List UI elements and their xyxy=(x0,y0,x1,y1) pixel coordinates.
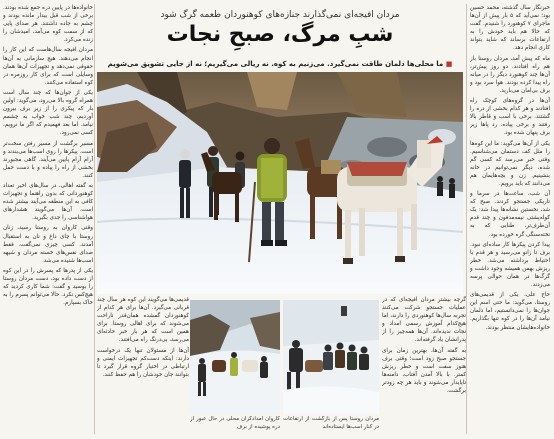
paragraph: مردان افیجه سال‌هاست که این کار را انجام می‌دهند. هیچ سازمانی به آن‌ها حقوقی نمی‌دهد و تجهیزات آن‌ها همان وسایلی است که برای کار روزمره در کوه استفاده می‌کنند. xyxy=(3,47,93,86)
paragraph: ماه که پیش آمد، مردان روستا باز هم راه افتادند. دو روز پیش‌تر، آن‌ها چند کوهنورد دیگر را در میانه راه پیدا کرده بودند. هوا سرد بود و برف بی‌امان می‌بارید. xyxy=(470,55,550,94)
paragraph: آن‌ها از مسئولان تنها یک درخواست دارند: اینکه دست‌کم تجهیزات ایمنی و ارتباطی در اختیار گروه قرار گیرد تا بتوانند جان خودشان را هم حفظ کنند. xyxy=(97,347,189,378)
paragraph: حاج علی، یکی از قدیمی‌های روستا، می‌گوید: ما حتی اسم این جوان‌ها را نمی‌دانستیم، اما دلمان نیامد آن‌ها را در کوه تنها بگذاریم. خانواده‌هایشان منتظر بودند. xyxy=(470,292,550,331)
paragraph: پیدا کردن پیکرها کار ساده‌ای نبود. برف تا زانو می‌رسید و هر قدم با احتیاط برداشته می‌شد. خطر ریزش بهمن همیشه وجود داشت و گرگ‌ها در همان حوالی پرسه می‌زدند. xyxy=(470,241,550,289)
photo-villagers xyxy=(283,300,379,414)
article-column-right xyxy=(470,4,550,436)
paragraph: قدیمی‌ها می‌گویند این کوه هر سال چند قربانی می‌گیرد. آن‌ها برای هر کدام از کوهنوردان گمشده همان‌قدر ناراحت می‌شوند که برای اهالی روستا. برای همین است که هر بار خبر حادثه‌ای می‌رسد، بی‌درنگ راه می‌افتند. xyxy=(97,297,189,344)
article-column-left xyxy=(3,4,93,436)
paragraph: یکی از جوان‌ها که چند سال است همراه گروه بالا می‌رود، می‌گوید: اولین بار که پیکری را از زیر برف بیرون آوردیم، چند شب خواب به چشمم نیامد. اما بعد فهمیدم که اگر ما نرویم، کسی نمی‌رود. xyxy=(3,89,93,137)
paragraph: وقتی کاروان به روستا رسید، زنان روستا با چای داغ و نان به استقبال آمدند. کسی چیزی نمی‌گفت. فقط صدای نفس‌های خسته مردان و شیهه اسب‌ها شنیده می‌شد. xyxy=(3,225,93,264)
paragraph: آن شب، ساعت‌ها در سرما و تاریکی جستجو کردند. صبح که شد، نخستین نشانه‌ها پیدا شد: یک کوله‌پشتی نیمه‌مدفون و چند قدم آن‌طرف‌تر، طنابی که به تخته‌سنگی گره خورده بود. xyxy=(470,191,550,238)
column-divider xyxy=(94,4,95,434)
paragraph: به گفته اهالی، در سال‌های اخیر تعداد کوهنوردانی که بدون راهنما و تجهیزات کافی به این منطقه می‌آیند بیشتر شده است. آن‌ها می‌گویند هشدارهای هواشناسی را جدی بگیرید. xyxy=(3,182,93,222)
headline-block xyxy=(97,4,463,68)
article-column-mid-right xyxy=(382,296,466,435)
paragraph: خانواده‌ها در پایین دره جمع شده بودند. برخی از شب قبل بیدار مانده بودند و چشم به جاده داشتند. هر صدای پایی که از سمت کوه می‌آمد، امیدشان را زنده می‌کرد. xyxy=(3,5,93,44)
main-photo xyxy=(97,72,463,294)
paragraph: یکی از آن‌ها می‌گوید: ما این کوه‌ها را مثل کف دستمان می‌شناسیم. وقتی خبر می‌رسد که کسی گم شده، دیگر نمی‌توانیم در خانه بنشینیم. زن و بچه‌هایمان هم می‌دانند که باید برویم. xyxy=(470,140,550,187)
photo-caption: کاروان امدادگران محلی در حال عبور از دره پوشیده از برف xyxy=(190,416,280,430)
headline: شبِ مرگ، صبحِ نجات xyxy=(166,22,394,47)
paragraph: خبرنگار سال گذشته، محمد حسین بود؛ نمی‌آید که ۵ بار پیش از آن‌ها ماجرای ۷ کوهنورد را شنیدم. گفت که حالا هم باید خودش را به ارتفاعات برساند که شاید بتواند کاری انجام دهد. xyxy=(470,5,550,52)
lede-text: ما محلی‌ها دلمان طاقت نمی‌گیرد. می‌زنیم به کوه. نه ریالی می‌گیریم؛ نه از جایی تشویق می‌شویم xyxy=(107,60,444,68)
paragraph: به گفته آن‌ها، بهترین زمان برای جستجو صبح زود است؛ وقتی برف هنوز سفت است و خطر ریزش کمتر. با بالا آمدن آفتاب، دامنه‌ها ناپایدار می‌شوند و باید هر چه زودتر برگشت. xyxy=(382,347,466,395)
paragraph: آن‌ها در گروه‌های کوچک راه افتادند و هر کدام بخشی از دره را گشتند. برخی با اسب و قاطر بالا رفتند و برخی پیاده. رد پاها زیر برف پنهان شده بود. xyxy=(470,98,550,137)
photo-caravan xyxy=(190,300,280,414)
lede xyxy=(97,60,463,68)
paragraph: گرچه بیشتر مردان افیجه‌ای که در عملیات جستجو شرکت می‌کنند تجربه سال‌ها کوهنوردی را دارند، اما هیچ‌کدام آموزش رسمی امداد و نجات ندیده‌اند. آن‌ها همه‌چیز را از پدرانشان یاد گرفته‌اند. xyxy=(382,297,466,344)
photo-caption: مردان روستا پس از بازگشت از ارتفاعات در کنار اسب‌ها ایستاده‌اند xyxy=(283,416,379,430)
column-divider xyxy=(466,4,467,434)
article-column-mid-left xyxy=(97,296,189,435)
paragraph: یکی از پدرها که پسرش را در این کوه از دست داده بود، دست مردان روستا را بوسید و گفت: شما کاری کردید که هیچ‌کس نکرد. حالا می‌توانم پسرم را به خاک بسپارم. xyxy=(3,267,93,307)
paragraph: مسیر برگشت از مسیر رفتن سخت‌تر است. پیکرها را روی اسب‌ها می‌بندند و آرام آرام پایین می‌آیند. گاهی مجبورند بخشی از راه را پیاده و با دست حمل کنند. xyxy=(3,140,93,179)
lede-marker: ■ xyxy=(445,60,453,68)
kicker: مردان افیجه‌ای نمی‌گذارند جنازه‌های کوهنوردان طعمه گرگ شود xyxy=(160,10,400,20)
